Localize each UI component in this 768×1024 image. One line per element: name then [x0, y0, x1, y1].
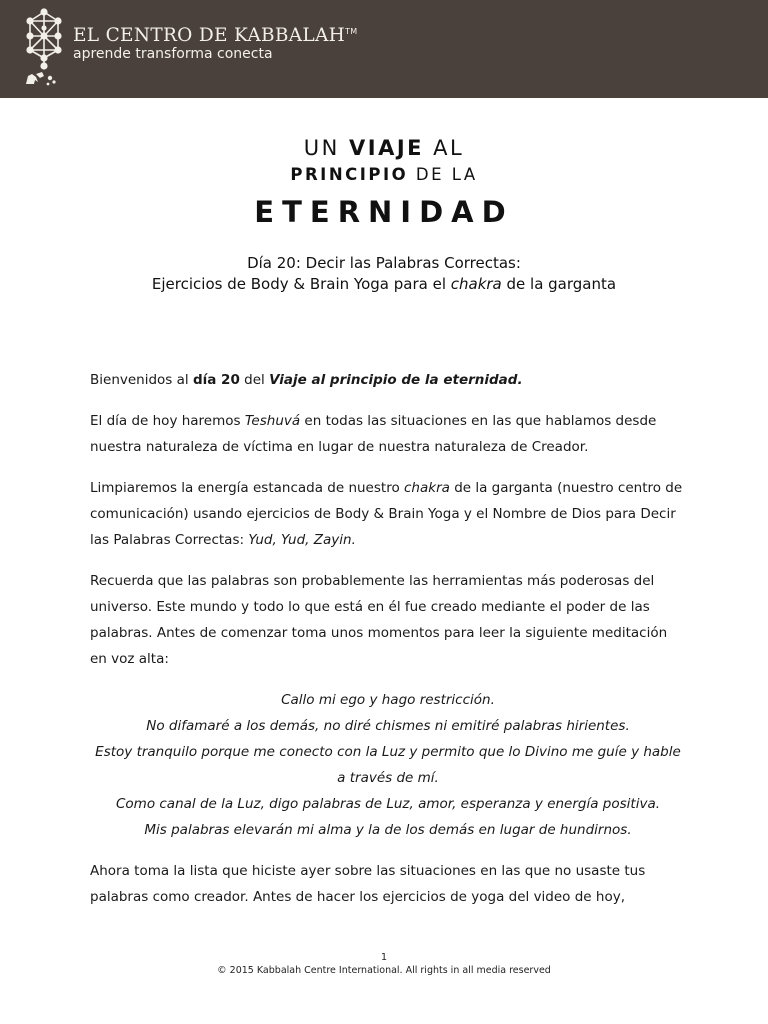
document-body [90, 367, 686, 925]
lion-icon [26, 72, 56, 85]
page-number: 1 [380, 952, 388, 963]
subtitle-line-2: Ejercicios de Body & Brain Yoga para el chakra de la garganta [151, 275, 617, 293]
paragraph-list: Ahora toma la lista que hiciste ayer sobre las situaciones en las que no usaste tus palabras como creador. Antes de hacer los ejercicios de yoga del video de hoy, [90, 863, 646, 905]
title-line-1: UN VIAJE AL [303, 136, 465, 160]
document-subtitle [0, 253, 768, 295]
meditation-line: Callo mi ego y hago restricción. [281, 692, 495, 708]
brand-name: EL CENTRO DE KABBALAH™ [73, 25, 358, 46]
copyright-notice: © 2015 Kabbalah Centre International. All rights in all media reserved [217, 965, 551, 976]
meditation-block [90, 687, 686, 843]
meditation-line: Estoy tranquilo porque me conecto con la Luz y permito que lo Divino me guíe y hable a través de mí. [95, 744, 681, 786]
paragraph-welcome: Bienvenidos al día 20 del Viaje al principio de la eternidad. [90, 372, 523, 388]
meditation-line: Mis palabras elevarán mi alma y la de los demás en lugar de hundirnos. [144, 822, 632, 838]
trademark: TM [345, 26, 358, 36]
paragraph-teshuva: El día de hoy haremos Teshuvá en todas las situaciones en las que hablamos desde nuestra naturaleza de víctima en lugar de nuestra naturaleza de Creador. [90, 413, 657, 455]
meditation-line: Como canal de la Luz, digo palabras de Luz, amor, esperanza y energía positiva. [115, 796, 661, 812]
brand-header [0, 0, 768, 98]
title-line-3: ETERNIDAD [254, 195, 514, 229]
title-line-2: PRINCIPIO DE LA [290, 165, 478, 184]
brand-tagline: aprende transforma conecta [73, 46, 273, 62]
meditation-line: No difamaré a los demás, no diré chismes ni emitiré palabras hirientes. [146, 718, 630, 734]
tree-of-life-icon [24, 6, 64, 90]
document-title [0, 132, 768, 238]
page-footer [0, 951, 768, 977]
paragraph-chakra: Limpiaremos la energía estancada de nuestro chakra de la garganta (nuestro centro de comunicación) usando ejercicios de Body & Brain Yoga y el Nombre de Dios para Decir las Palabras Correctas: Yud, Yud, Zayin. [90, 480, 683, 548]
paragraph-words: Recuerda que las palabras son probablemente las herramientas más poderosas del universo. Este mundo y todo lo que está en él fue creado mediante el poder de las palabras. Antes de comenzar toma unos momentos para leer la siguiente meditación en voz alta: [90, 573, 668, 667]
subtitle-line-1: Día 20: Decir las Palabras Correctas: [247, 254, 521, 272]
